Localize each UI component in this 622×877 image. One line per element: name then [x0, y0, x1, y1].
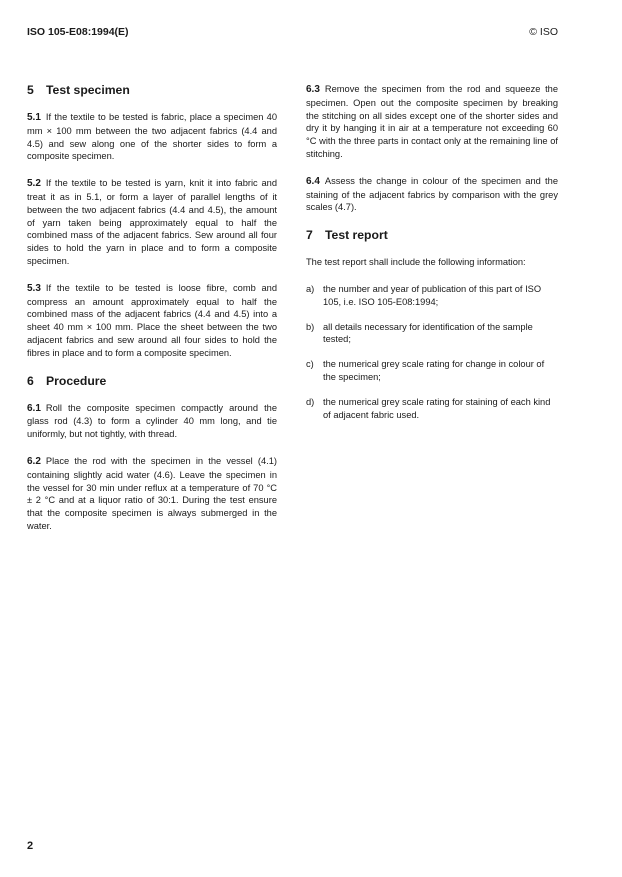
- right-column: [306, 83, 558, 433]
- clause-text: If the textile to be tested is yarn, knit it into fabric and treat it as in 5.1, or form a layer of parallel lengths of it between the two adjacent fabrics (4.4 and 4.5), the amount of yarn taken being approximately equal to half the combined mass of the adjacent fabrics. Sew around all four sides to hold the yarn in place and to form a composite specimen.: [27, 178, 277, 266]
- section-title: Test specimen: [46, 83, 130, 97]
- list-item-label: d): [306, 396, 315, 407]
- clause-text: Assess the change in colour of the specimen and the staining of the adjacent fabrics by comparison with the grey scales (4.7).: [306, 175, 558, 213]
- clause-text: If the textile to be tested is loose fibre, comb and compress an amount approximately equal to half the combined mass of the adjacent fabrics (4.4 and 4.5) into a sheet 40 mm × 100 mm. Place the sheet between the two adjacent fabrics and sew around all four sides to hold the fibres in place and to form a composite specimen.: [27, 282, 277, 358]
- list-item: [306, 358, 558, 384]
- list-item-label: c): [306, 359, 314, 370]
- section-7-heading: [306, 228, 558, 242]
- report-items-list: [306, 283, 558, 421]
- copyright-notice: © ISO: [529, 26, 558, 38]
- clause-text: Place the rod with the specimen in the vessel (4.1) containing slightly acid water (4.6). Leave the specimen in the vessel for 30 min under reflux at a temperature of 70 °C ± 2 °C and at a liquor ratio of 30:1. During the test ensure that the composite specimen is always submerged in the water.: [27, 455, 277, 531]
- clause-text: Roll the composite specimen compactly around the glass rod (4.3) to form a cylinder 40 mm long, and tie uniformly, but not tightly, with thread.: [27, 402, 277, 440]
- clause-6-1: [27, 402, 277, 441]
- left-column: [27, 83, 277, 547]
- list-item-label: b): [306, 321, 315, 332]
- list-item: [306, 283, 558, 309]
- clause-5-2: [27, 177, 277, 268]
- clause-5-3: [27, 282, 277, 360]
- list-item-text: all details necessary for identification of the sample tested;: [323, 321, 533, 345]
- clause-number: 6.2: [27, 455, 41, 467]
- report-intro: The test report shall include the following information:: [306, 257, 526, 268]
- section-number: 5: [27, 83, 34, 97]
- clause-text: If the textile to be tested is fabric, place a specimen 40 mm × 100 mm between the two adjacent fabrics (4.4 and 4.5) and sew along one of the shorter sides to form a composite specimen.: [27, 112, 277, 162]
- clause-number: 6.3: [306, 84, 320, 95]
- clause-5-1: [27, 111, 277, 163]
- clause-6-4: [306, 175, 558, 214]
- document-id: ISO 105-E08:1994(E): [27, 26, 129, 38]
- clause-number: 5.1: [27, 112, 41, 123]
- section-number: 6: [27, 373, 34, 388]
- list-item-text: the numerical grey scale rating for staining of each kind of adjacent fabric used.: [323, 396, 551, 420]
- clause-text: Remove the specimen from the rod and squeeze the specimen. Open out the composite specimen by breaking the stitching on all sides except one of the shorter sides and dry it by hanging it in air at a temperature not exceeding 60 °C with the three parts in contact only at the remaining line of stitching.: [306, 84, 558, 159]
- list-item-label: a): [306, 283, 315, 294]
- section-number: 7: [306, 228, 313, 243]
- section-6-heading: [27, 374, 277, 388]
- clause-number: 6.4: [306, 175, 320, 187]
- list-item-text: the numerical grey scale rating for change in colour of the specimen;: [323, 359, 545, 382]
- section-title: Procedure: [46, 373, 107, 388]
- section-5-heading: [27, 83, 277, 97]
- clause-6-3: [306, 83, 558, 161]
- clause-number: 5.2: [27, 178, 41, 190]
- clause-number: 5.3: [27, 282, 41, 294]
- clause-number: 6.1: [27, 402, 41, 414]
- section-title: Test report: [325, 228, 388, 243]
- clause-6-2: [27, 455, 277, 533]
- list-item: [306, 396, 558, 422]
- list-item: [306, 321, 558, 347]
- list-item-text: the number and year of publication of this part of ISO 105, i.e. ISO 105-E08:1994;: [323, 283, 542, 307]
- page-number: 2: [27, 840, 34, 852]
